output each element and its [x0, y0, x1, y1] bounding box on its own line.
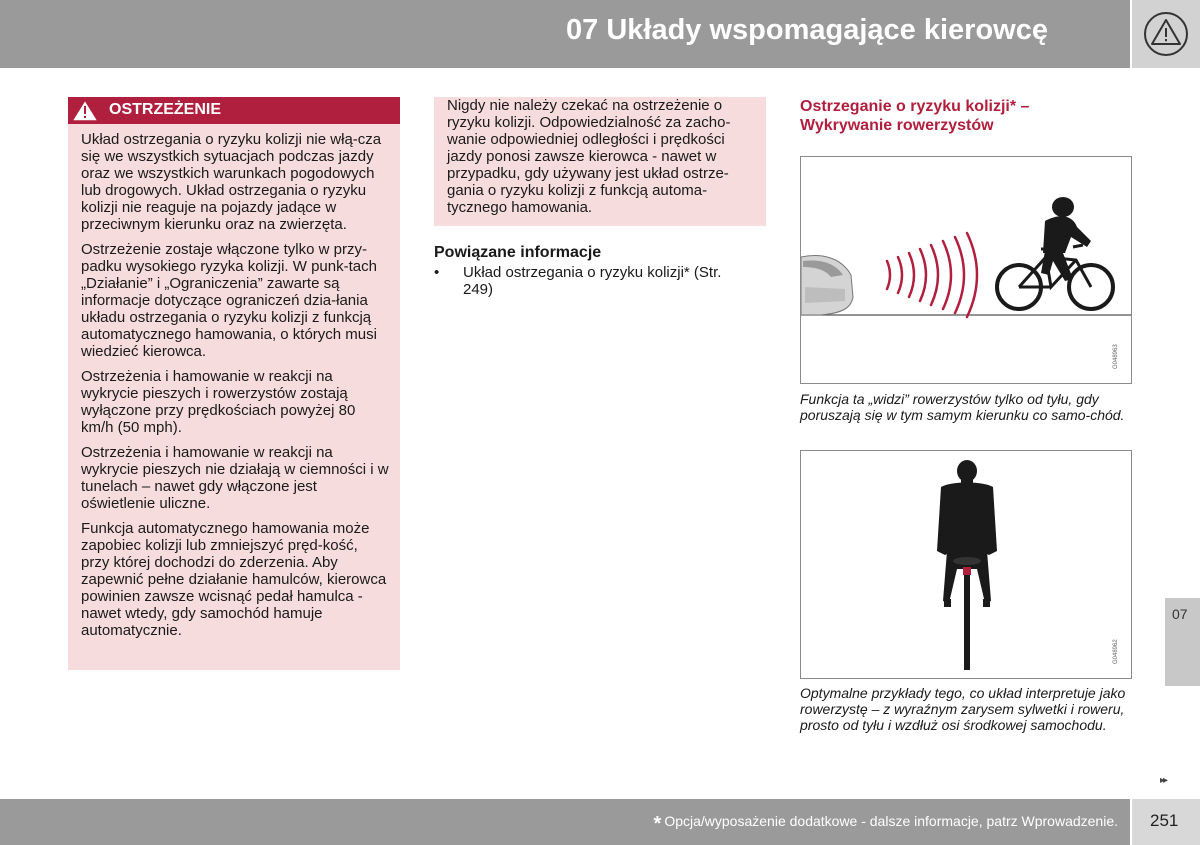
section-title: Ostrzeganie o ryzyku kolizji* – Wykrywanie rowerzystów — [800, 98, 1030, 134]
chapter-title: 07 Układy wspomagające kierowcę — [566, 14, 1048, 46]
footer-note — [654, 813, 1118, 836]
warning-box — [68, 97, 400, 670]
footer-note-text: Opcja/wyposażenie dodatkowe - dalsze informacje, patrz Wprowadzenie. — [664, 813, 1118, 829]
related-info-link[interactable]: Układ ostrzegania o ryzyku kolizji* (Str. 249) — [463, 264, 722, 298]
page-footer — [0, 799, 1130, 845]
cyclist-rear-illustration — [801, 451, 1131, 678]
figure-code: G048962 — [1113, 639, 1119, 664]
radar-waves-icon — [887, 233, 977, 317]
warning-triangle-icon — [70, 98, 100, 123]
warning-triangle-icon — [1142, 11, 1190, 57]
warning-header — [68, 97, 400, 124]
warning-paragraph: Ostrzeżenia i hamowanie w reakcji na wykrycie pieszych nie działają w ciemności i w tunelach – nawet gdy włączone jest oświetlenie uliczne. — [81, 444, 389, 512]
figure-caption: Funkcja ta „widzi” rowerzystów tylko od tyłu, gdy poruszają się w tym samym kierunku co samo-chód. — [800, 391, 1125, 423]
chapter-tab-label: 07 — [1172, 606, 1188, 622]
warning-paragraph: Ostrzeżenie zostaje włączone tylko w przy-padku wysokiego ryzyka kolizji. W punk-tach „Działanie” i „Ograniczenia” zawarte są informacje dotyczące ograniczeń dzia-łania układu ostrzegania o ryzyku kolizji z funkcją automatycznego hamowania, o których musi wiedzieć kierowca. — [81, 241, 377, 360]
warning-title: OSTRZEŻENIE — [109, 101, 222, 118]
related-info-heading: Powiązane informacje — [434, 244, 602, 261]
figure-cyclist-rear — [800, 450, 1132, 679]
page-number-box — [1132, 799, 1200, 845]
next-page-arrows-icon: ▸▸ — [1160, 775, 1167, 786]
warning-continuation-text: Nigdy nie należy czekać na ostrzeżenie o ryzyku kolizji. Odpowiedzialność za zacho-wanie odpowiedniej odległości i prędkości jazdy ponosi zawsze kierowca - nawet w przypadku, gdy używany jest układ ostrze-gania o ryzyku kolizji z funkcją automa-tycznego hamowania. — [447, 97, 731, 216]
figure-caption: Optymalne przykłady tego, co układ interpretuje jako rowerzystę – z wyraźnym zarysem sylwetki i roweru, prosto od tyłu i wzdłuż osi środkowej samochodu. — [800, 685, 1126, 733]
warning-paragraph: Ostrzeżenia i hamowanie w reakcji na wykrycie pieszych i rowerzystów zostają wyłączone przy prędkościach powyżej 80 km/h (50 mph). — [81, 368, 356, 436]
asterisk-icon: * — [653, 813, 662, 835]
figure-cyclist-side — [800, 156, 1132, 384]
car-front-icon — [801, 256, 853, 315]
warning-paragraph: Układ ostrzegania o ryzyku kolizji nie włą-cza się we wszystkich sytuacjach podczas jazdy oraz we wszystkich warunkach pogodowych lub drogowych. Układ ostrzegania o ryzyku kolizji nie reaguje na pojazdy jadące w przeciwnym kierunku oraz na zwierzęta. — [81, 131, 382, 233]
page-header — [0, 0, 1130, 68]
warning-text — [81, 131, 389, 647]
page-number: 251 — [1150, 811, 1179, 830]
warning-paragraph: Funkcja automatycznego hamowania może zapobiec kolizji lub zmniejszyć pręd-kość, przy której dochodzi do zderzenia. Aby zapewnić pełne działanie hamulców, kierowca powinien zawsze wcisnąć pedał hamulca - nawet wtedy, gdy samochód hamuje automatycznie. — [81, 520, 387, 639]
bullet-icon: • — [434, 264, 440, 281]
header-icon-box — [1132, 0, 1200, 68]
chapter-side-tab[interactable] — [1165, 598, 1200, 686]
warning-continuation-box — [434, 97, 766, 226]
figure-code: G048963 — [1113, 344, 1119, 369]
cyclist-side-illustration — [801, 157, 1131, 383]
